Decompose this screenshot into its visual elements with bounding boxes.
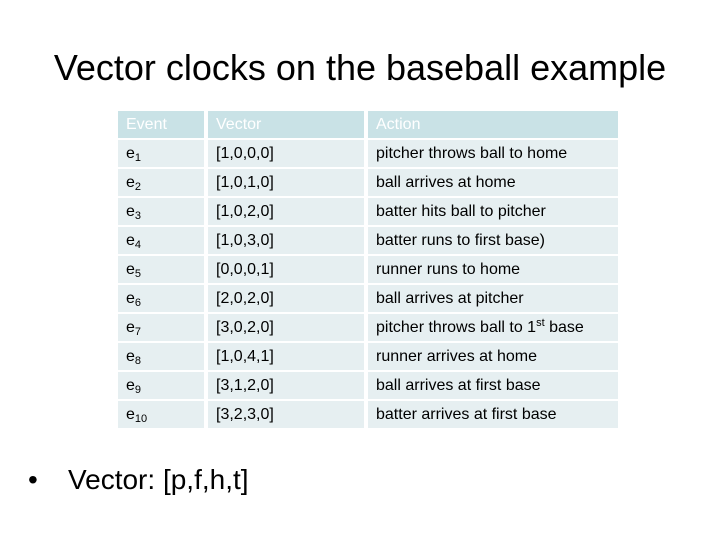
action-text: pitcher throws ball to home <box>376 144 568 162</box>
action-text: batter arrives at first base <box>376 405 557 423</box>
action-text: ball arrives at first base <box>376 376 541 394</box>
event-subscript: 10 <box>134 412 148 425</box>
event-label: e <box>126 260 135 278</box>
action-cell <box>368 140 618 167</box>
action-cell <box>368 314 618 341</box>
action-text: runner runs to home <box>376 260 521 278</box>
event-cell <box>118 256 208 283</box>
vector-cell: [3,2,3,0] <box>208 401 368 428</box>
table-row <box>118 256 618 283</box>
event-label: e <box>126 144 135 162</box>
vector-cell: [0,0,0,1] <box>208 256 368 283</box>
event-label: e <box>126 202 135 220</box>
vector-cell: [3,0,2,0] <box>208 314 368 341</box>
table-row <box>118 198 618 225</box>
vector-cell: [1,0,3,0] <box>208 227 368 254</box>
action-text: runner arrives at home <box>376 347 537 365</box>
vector-cell: [1,0,1,0] <box>208 169 368 196</box>
event-subscript: 2 <box>134 180 142 193</box>
event-cell <box>118 372 208 399</box>
bullet-text: Vector: [p,f,h,t] <box>68 464 249 495</box>
event-label: e <box>126 376 135 394</box>
event-subscript: 4 <box>134 238 142 251</box>
event-subscript: 7 <box>134 325 142 338</box>
event-cell <box>118 285 208 312</box>
event-subscript: 8 <box>134 354 142 367</box>
action-superscript: st <box>536 316 545 329</box>
events-table <box>118 109 618 430</box>
event-cell <box>118 227 208 254</box>
header-action: Action <box>368 111 618 138</box>
action-cell <box>368 256 618 283</box>
bullet-item <box>28 460 249 500</box>
action-text: pitcher throws ball to 1 <box>376 318 537 336</box>
action-text-tail: base <box>544 318 584 336</box>
action-text: ball arrives at pitcher <box>376 289 524 307</box>
action-cell <box>368 401 618 428</box>
vector-cell: [1,0,0,0] <box>208 140 368 167</box>
event-label: e <box>126 318 135 336</box>
table-row <box>118 372 618 399</box>
event-subscript: 9 <box>134 383 142 396</box>
event-cell <box>118 343 208 370</box>
event-label: e <box>126 231 135 249</box>
action-cell <box>368 169 618 196</box>
vector-cell: [1,0,2,0] <box>208 198 368 225</box>
event-label: e <box>126 289 135 307</box>
event-label: e <box>126 347 135 365</box>
action-cell <box>368 227 618 254</box>
vector-cell: [2,0,2,0] <box>208 285 368 312</box>
event-subscript: 3 <box>134 209 142 222</box>
action-cell <box>368 372 618 399</box>
table-row <box>118 401 618 428</box>
event-cell <box>118 314 208 341</box>
table-row <box>118 227 618 254</box>
event-cell <box>118 169 208 196</box>
vector-cell: [3,1,2,0] <box>208 372 368 399</box>
header-vector: Vector <box>208 111 368 138</box>
header-event: Event <box>118 111 208 138</box>
vector-cell: [1,0,4,1] <box>208 343 368 370</box>
event-label: e <box>126 173 135 191</box>
table-row <box>118 169 618 196</box>
action-cell <box>368 343 618 370</box>
slide-title: Vector clocks on the baseball example <box>53 47 667 88</box>
action-cell <box>368 285 618 312</box>
table-header-row <box>118 111 618 138</box>
table-row <box>118 314 618 341</box>
table-row <box>118 140 618 167</box>
action-text: batter runs to first base) <box>376 231 545 249</box>
event-subscript: 5 <box>134 267 142 280</box>
event-label: e <box>126 405 135 423</box>
event-cell <box>118 198 208 225</box>
table-row <box>118 343 618 370</box>
event-cell <box>118 401 208 428</box>
event-subscript: 6 <box>134 296 142 309</box>
event-subscript: 1 <box>134 151 142 164</box>
event-cell <box>118 140 208 167</box>
bullet-marker: • <box>28 464 38 495</box>
table-row <box>118 285 618 312</box>
action-text: batter hits ball to pitcher <box>376 202 546 220</box>
action-text: ball arrives at home <box>376 173 516 191</box>
action-cell <box>368 198 618 225</box>
